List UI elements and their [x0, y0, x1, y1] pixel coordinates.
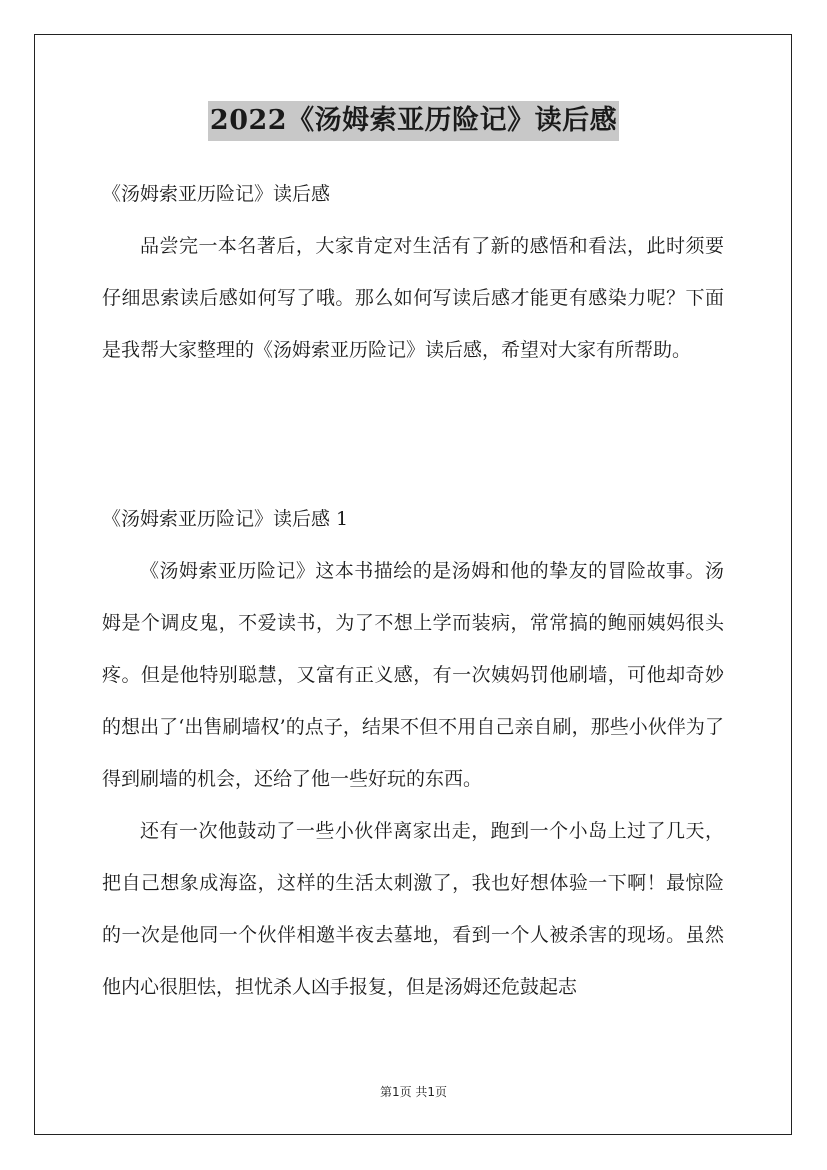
section-1-heading: 《汤姆索亚历险记》读后感 1: [102, 508, 349, 530]
section-1: [102, 493, 724, 1013]
intro-paragraph: 品尝完一本名著后，大家肯定对生活有了新的感悟和看法，此时须要仔细思索读后感如何写了哦。那么如何写读后感才能更有感染力呢？下面是我帮大家整理的《汤姆索亚历险记》读后感，希望对大家有所帮助。: [102, 235, 724, 361]
document-title: 2022《汤姆索亚历险记》读后感: [208, 101, 619, 141]
intro-heading: 《汤姆索亚历险记》读后感: [102, 183, 331, 205]
page-footer: 第1页 共1页: [379, 1085, 448, 1099]
section-1-paragraph-2: 还有一次他鼓动了一些小伙伴离家出走，跑到一个小岛上过了几天，把自己想象成海盗，这样的生活太刺激了，我也好想体验一下啊！最惊险的一次是他同一个伙伴相邀半夜去墓地，看到一个人被杀害的现场。虽然他内心很胆怯，担忧杀人凶手报复，但是汤姆还危鼓起志: [102, 820, 724, 998]
intro-section: [102, 168, 724, 376]
section-1-paragraph-1: 《汤姆索亚历险记》这本书描绘的是汤姆和他的挚友的冒险故事。汤姆是个调皮鬼，不爱读书，为了不想上学而装病，常常搞的鲍丽姨妈很头疼。但是他特别聪慧，又富有正义感，有一次姨妈罚他刷墙，可他却奇妙的想出了‘出售刷墙权’的点子，结果不但不用自己亲自刷，那些小伙伴为了得到刷墙的机会，还给了他一些好玩的东西。: [102, 560, 724, 790]
title-container: [0, 101, 827, 141]
